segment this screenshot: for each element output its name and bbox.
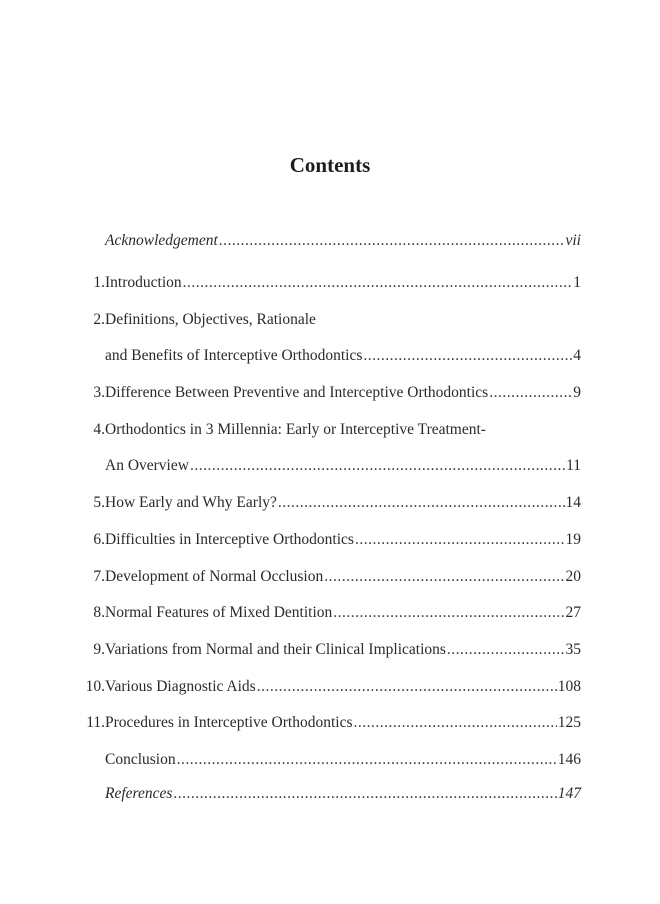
toc-entry-definitions-cont [74, 345, 581, 367]
dot-leader [173, 783, 556, 805]
toc-entry-page: 125 [557, 714, 581, 731]
toc-entry-number: 11. [86, 714, 105, 731]
toc-entry-title: Orthodontics in 3 Millennia: Early or Interceptive Treatment- [105, 421, 486, 438]
toc-entry-millennia [74, 419, 581, 441]
toc-entry-number: 10. [85, 678, 105, 695]
toc-entry-references [74, 783, 581, 805]
toc-entry-title: Various Diagnostic Aids [105, 678, 256, 695]
toc-entry-page: 1 [573, 274, 581, 291]
toc-entry-title: Normal Features of Mixed Dentition [105, 604, 333, 621]
toc-entry-title: References [105, 785, 173, 802]
toc-entry-number: 5. [93, 494, 105, 511]
toc-entry-page: 19 [565, 531, 581, 548]
toc-entry-title: Variations from Normal and their Clinical Implications [105, 641, 446, 658]
toc-entry-page: 108 [557, 678, 581, 695]
toc-entry-page: 35 [565, 641, 581, 658]
toc-entry-difference [74, 382, 581, 404]
toc-entry-number: 7. [93, 568, 105, 585]
toc-entry-page: 20 [565, 568, 581, 585]
toc-entry-conclusion [74, 749, 581, 771]
toc-entry-page: 9 [573, 384, 581, 401]
toc-entry-number: 3. [93, 384, 105, 401]
toc-entry-acknowledgement [74, 230, 581, 252]
dot-leader [355, 529, 565, 551]
toc-entry-page: vii [565, 232, 581, 249]
toc-entry-variations [74, 639, 581, 661]
toc-entry-diagnostic-aids [74, 676, 581, 698]
toc-entry-introduction [74, 272, 581, 294]
dot-leader [333, 602, 564, 624]
toc-entry-title: and Benefits of Interceptive Orthodontics [105, 347, 363, 364]
toc-entry-title: Development of Normal Occlusion [105, 568, 324, 585]
toc-entry-page: 14 [565, 494, 581, 511]
toc-entry-difficulties [74, 529, 581, 551]
toc-entry-title: Difference Between Preventive and Interceptive Orthodontics [105, 384, 489, 401]
dot-leader [278, 492, 565, 514]
toc-entry-page: 147 [557, 785, 581, 802]
toc-entry-title: An Overview [105, 457, 189, 474]
toc-entry-development [74, 566, 581, 588]
toc-entry-title: Acknowledgement [105, 232, 218, 249]
toc-entry-page: 27 [565, 604, 581, 621]
toc-entry-number: 6. [93, 531, 105, 548]
toc-entry-title: Definitions, Objectives, Rationale [105, 311, 316, 328]
dot-leader [447, 639, 565, 661]
toc-entry-page: 11 [566, 457, 581, 474]
toc-entry-title: Difficulties in Interceptive Orthodontics [105, 531, 354, 548]
toc-entry-normal-features [74, 602, 581, 624]
toc-entry-title: Procedures in Interceptive Orthodontics [105, 714, 353, 731]
dot-leader [363, 345, 572, 367]
toc-entry-page: 4 [573, 347, 581, 364]
toc-entry-procedures [74, 712, 581, 734]
toc-entry-number: 2. [93, 311, 105, 328]
dot-leader [354, 712, 557, 734]
toc-entry-number: 4. [93, 421, 105, 438]
toc-entry-how-early [74, 492, 581, 514]
dot-leader [190, 455, 565, 477]
toc-entry-number: 8. [93, 604, 105, 621]
toc-entry-millennia-cont [74, 455, 581, 477]
dot-leader [324, 566, 564, 588]
dot-leader [177, 749, 557, 771]
toc-entry-title: Conclusion [105, 751, 176, 768]
toc-entry-number: 1. [93, 274, 105, 291]
toc-entry-number: 9. [93, 641, 105, 658]
toc-entry-page: 146 [557, 751, 581, 768]
page-title: Contents [289, 153, 371, 177]
dot-leader [183, 272, 573, 294]
dot-leader [219, 230, 565, 252]
dot-leader [257, 676, 557, 698]
toc-entry-title: How Early and Why Early? [105, 494, 277, 511]
toc-entry-definitions [74, 309, 581, 331]
toc-entry-title: Introduction [105, 274, 182, 291]
dot-leader [489, 382, 572, 404]
